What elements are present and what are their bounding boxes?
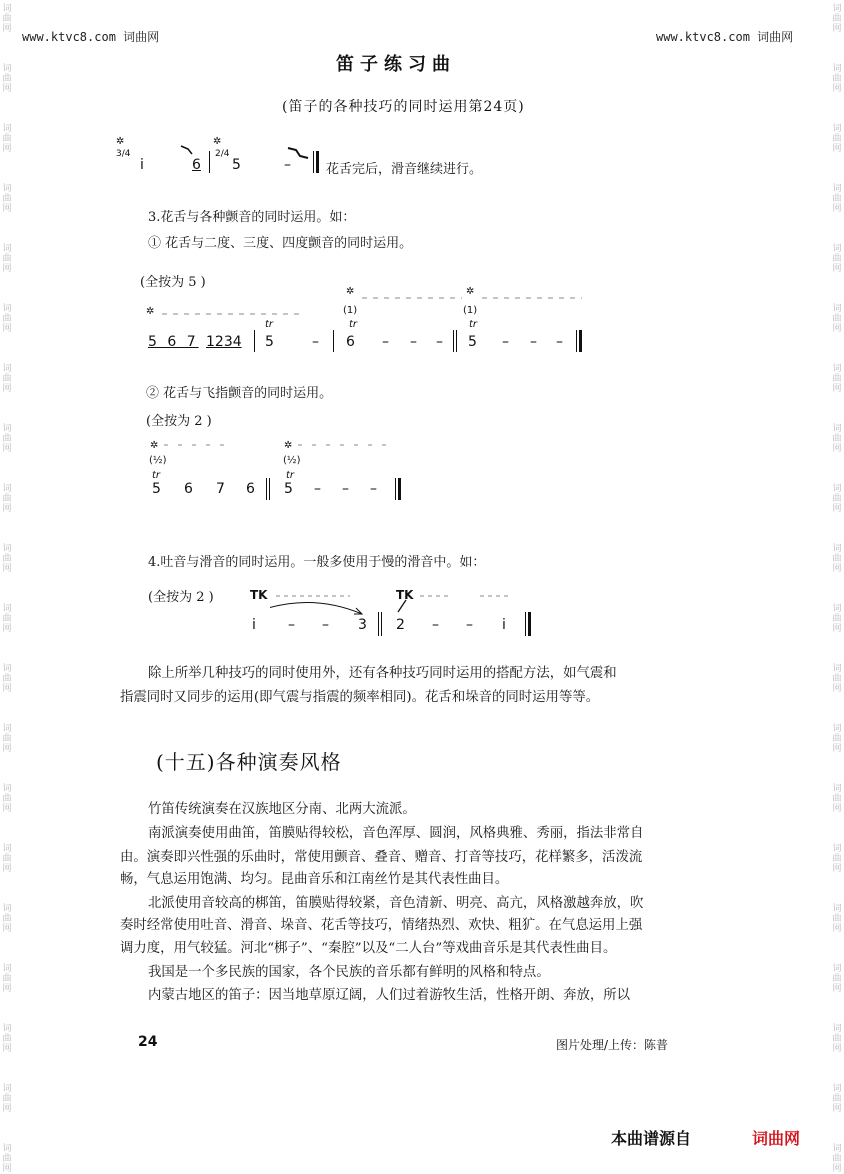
paragraph-line: 由。演奏即兴性强的乐曲时，常使用颤音、叠音、赠音、打音等技巧，花样繁多，活泼流 [120,850,643,865]
watermark-text: 词 曲 网 [2,184,12,214]
note: – [322,617,329,633]
note: – [312,334,319,350]
watermark-text: 词 曲 网 [832,1144,842,1174]
note: 5 [232,157,241,173]
header-url-right: www.ktvc8.com 词曲网 [656,30,794,44]
left-watermark-strip [0,0,14,1173]
watermark-text: 词 曲 网 [832,784,842,814]
watermark-text: 词 曲 网 [2,1084,12,1114]
glissando-mark [286,144,310,164]
paragraph-line: 奏时经常使用吐音、滑音、垛音、花舌等技巧，情绪热烈、欢快、粗犷。在气息运用上强 [120,918,643,933]
note-group: 1234 [206,334,242,350]
watermark-text: 词 曲 网 [832,604,842,634]
glissando-mark [180,144,194,156]
double-bar-line [381,612,382,636]
note: – [432,617,439,633]
watermark-text: 词 曲 网 [2,484,12,514]
watermark-text: 词 曲 网 [832,304,842,334]
note: 5 [152,481,161,497]
section-heading: 3.花舌与各种颤音的同时运用。如： [148,210,356,225]
note: 6 [184,481,193,497]
section-item: ① 花舌与二度、三度、四度颤音的同时运用。 [148,236,413,251]
note: – [530,334,537,350]
watermark-text: 词 曲 网 [2,964,12,994]
watermark-text: 词 曲 网 [2,1024,12,1054]
watermark-text: 词 曲 网 [832,1084,842,1114]
note: 7 [216,481,225,497]
note-group: 5 6 7 [148,334,199,350]
double-bar-line [269,478,270,500]
key-indication: (全按为 2 ) [148,590,214,605]
flutter-tongue-mark: ✲ [346,286,355,297]
example-comment: 花舌完后，滑音继续进行。 [326,162,483,177]
flutter-tongue-mark: ✲ [150,440,159,451]
final-bar-line [528,612,531,636]
trill-continuation [162,296,602,320]
bar-line [254,330,255,352]
watermark-text: 词 曲 网 [832,244,842,274]
watermark-text: 词 曲 网 [2,424,12,454]
watermark-text: 词 曲 网 [832,844,842,874]
flutter-tongue-mark: ✲ [284,440,293,451]
bar-line [333,330,334,352]
trill-mark: tr [349,319,358,330]
key-indication: (全按为 2 ) [146,414,212,429]
paragraph-line: 我国是一个多民族的国家，各个民族的音乐都有鲜明的风格和特点。 [148,965,550,980]
double-bar-line [313,151,314,173]
watermark-text: 词 曲 网 [2,784,12,814]
source-label: 本曲谱源自 [611,1129,692,1148]
paragraph [120,686,730,710]
trill-mark: tr [265,319,274,330]
double-bar-line [378,612,379,636]
double-bar-line [456,330,457,352]
watermark-text: 词 曲 网 [2,244,12,274]
note: – [466,617,473,633]
watermark-text: 词 曲 网 [832,1024,842,1054]
paragraph-line: 北派使用音较高的梆笛，笛膜贴得较紧，音色清新、明亮、高亢，风格激越奔放，吹 [148,896,644,911]
flutter-tongue-mark: ✲ [116,136,125,147]
note: – [410,334,417,350]
page-title: 笛子练习曲 [336,54,456,75]
note: 3 [358,617,367,633]
bar-line [209,151,210,173]
grace-note: (1) [343,305,358,316]
note: 5 [468,334,477,350]
note: – [314,481,321,497]
final-bar-line [398,478,401,500]
watermark-text: 词 曲 网 [832,724,842,754]
watermark-text: 词 曲 网 [2,724,12,754]
flutter-tongue-mark: ✲ [146,306,155,317]
note: i [140,157,144,173]
time-signature: 3/4 [116,149,131,159]
note: – [436,334,443,350]
final-bar-line [576,330,577,352]
paragraph-line: 南派演奏使用曲笛，笛膜贴得较松，音色浑厚、圆润，风格典雅、秀丽，指法非常自 [148,826,644,841]
section-item: ② 花舌与飞指颤音的同时运用。 [146,386,333,401]
trill-mark: tr [469,319,478,330]
watermark-text: 词 曲 网 [832,64,842,94]
slur-and-gliss [270,590,520,620]
page-number: 24 [138,1034,158,1050]
final-bar-line [579,330,582,352]
final-bar-line [395,478,396,500]
page-subtitle: (笛子的各种技巧的同时运用第24页) [282,99,525,115]
paragraph-line: 畅，气息运用饱满、均匀。昆曲音乐和江南丝竹是其代表性曲目。 [120,872,509,887]
watermark-text: 词 曲 网 [2,544,12,574]
watermark-text: 词 曲 网 [2,664,12,694]
paragraph-line: 指震同时又同步的运用(即气震与指震的频率相同)。花舌和垛音的同时运用等等。 [120,690,600,705]
watermark-text: 词 曲 网 [832,904,842,934]
right-watermark-strip [830,0,844,1173]
final-bar-line [525,612,526,636]
note: 6 [192,157,201,173]
note: – [288,617,295,633]
paragraph-line: 内蒙古地区的笛子：因当地草原辽阔，人们过着游牧生活，性格开朗、奔放，所以 [148,988,631,1003]
trill-continuation [164,440,394,450]
paragraph [148,662,728,686]
note: i [502,617,506,633]
source-brand: 词曲网 [752,1129,801,1148]
watermark-text: 词 曲 网 [2,64,12,94]
paragraph-line: 竹笛传统演奏在汉族地区分南、北两大流派。 [148,802,416,817]
grace-note: (½) [149,455,167,466]
note: 2 [396,617,405,633]
watermark-text: 词 曲 网 [2,1144,12,1174]
paragraph-line: 除上所举几种技巧的同时使用外，还有各种技巧同时运用的搭配方法，如气震和 [148,666,617,681]
watermark-text: 词 曲 网 [832,424,842,454]
watermark-text: 词 曲 网 [2,124,12,154]
note: i [252,617,256,633]
double-bar-line [316,151,319,173]
watermark-text: 词 曲 网 [2,904,12,934]
watermark-text: 词 曲 网 [2,604,12,634]
double-bar-line [266,478,267,500]
note: 5 [284,481,293,497]
note: – [382,334,389,350]
watermark-text: 词 曲 网 [832,664,842,694]
flutter-tongue-mark: ✲ [466,286,475,297]
note: – [370,481,377,497]
note: – [284,157,291,173]
watermark-text: 词 曲 网 [832,124,842,154]
watermark-text: 词 曲 网 [2,364,12,394]
double-bar-line [453,330,454,352]
watermark-text: 词 曲 网 [2,4,12,34]
grace-note: (1) [463,305,478,316]
note: – [342,481,349,497]
note: 6 [346,334,355,350]
trill-mark: tr [286,470,295,481]
watermark-text: 词 曲 网 [832,964,842,994]
note: – [502,334,509,350]
paragraph-line: 调力度，用气较猛。河北“梆子”、“秦腔”以及“二人台”等戏曲音乐是其代表性曲目。 [120,941,617,956]
upload-credit: 图片处理/上传：陈普 [556,1038,669,1052]
watermark-text: 词 曲 网 [832,4,842,34]
trill-mark: tr [152,470,161,481]
tonguing-mark: TK [396,588,414,602]
note: 6 [246,481,255,497]
watermark-text: 词 曲 网 [832,544,842,574]
note: – [556,334,563,350]
header-url-left: www.ktvc8.com 词曲网 [22,30,160,44]
watermark-text: 词 曲 网 [2,304,12,334]
section-heading: 4.吐音与滑音的同时运用。一般多使用于慢的滑音中。如： [148,555,486,570]
grace-note: (½) [283,455,301,466]
watermark-text: 词 曲 网 [832,364,842,394]
key-indication: (全按为 5 ) [140,275,206,290]
note: 5 [265,334,274,350]
section-title: (十五)各种演奏风格 [156,750,342,774]
watermark-text: 词 曲 网 [832,484,842,514]
watermark-text: 词 曲 网 [2,844,12,874]
time-signature: 2/4 [215,149,230,159]
watermark-text: 词 曲 网 [832,184,842,214]
flutter-tongue-mark: ✲ [213,136,222,147]
tonguing-mark: TK [250,588,268,602]
